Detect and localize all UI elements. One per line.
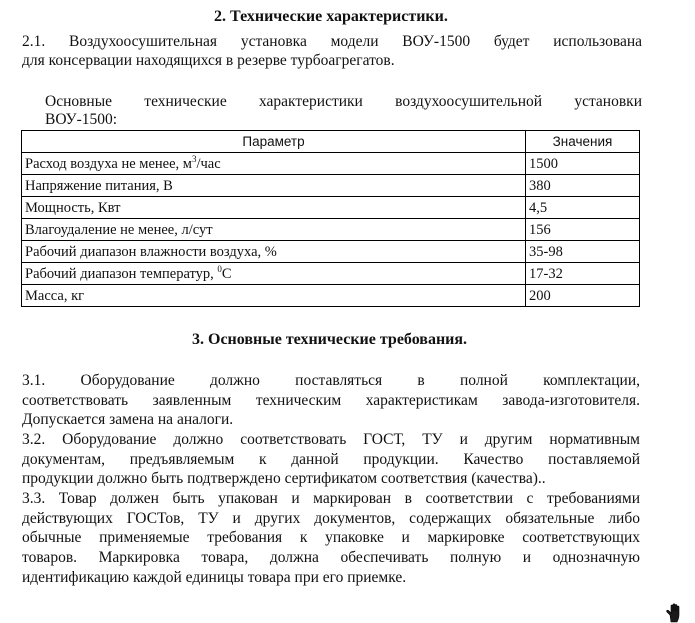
param-cell: Рабочий диапазон влажности воздуха, % <box>22 241 526 263</box>
section-3-line: обычные применяемые требования к упаковке и маркировке соответствующих <box>22 529 640 546</box>
table-row <box>22 153 640 175</box>
table-row <box>22 263 640 285</box>
section-3-heading: 3. Основные технические требования. <box>192 331 468 348</box>
table-row <box>22 197 640 219</box>
table-row <box>22 219 640 241</box>
section-3-line: 3.1. Оборудование должно поставляться в полной комплектации, <box>22 372 640 389</box>
section-3-line: товаров. Маркировка товара, должна обеспечивать полную и однозначную <box>22 549 640 566</box>
section-3-line: идентификацию каждой единицы товара при его приемке. <box>22 569 407 586</box>
param-cell: Мощность, Квт <box>22 197 526 219</box>
param-cell: Влагоудаление не менее, л/сут <box>22 219 526 241</box>
value-cell: 1500 <box>526 153 640 175</box>
param-cell: Расход воздуха не менее, $м^3$/час <box>22 153 526 175</box>
header-parameter: Параметр <box>22 131 526 153</box>
table-row <box>22 241 640 263</box>
section-3-line: 3.2. Оборудование должно соответствовать ГОСТ, ТУ и другим нормативным <box>22 431 640 448</box>
section-3-line: Допускается замена на аналоги. <box>22 411 234 428</box>
section-2-heading: 2. Технические характеристики. <box>214 8 448 25</box>
spec-table <box>21 130 640 307</box>
table-row <box>22 175 640 197</box>
section-2-1-line-2: для консервации находящихся в резерве турбоагрегатов. <box>22 52 395 69</box>
section-3-line: 3.3. Товар должен быть упакован и маркирован в соответствии с требованиями <box>22 490 640 507</box>
header-value: Значения <box>526 131 640 153</box>
value-cell: 200 <box>526 285 640 307</box>
spec-intro-line-2: ВОУ-1500: <box>45 111 118 128</box>
value-cell: 156 <box>526 219 640 241</box>
hand-cursor-icon <box>664 603 686 623</box>
spec-intro-line-1: Основные технические характеристики воздухоосушительной установки <box>45 93 642 110</box>
value-cell: 35-98 <box>526 241 640 263</box>
value-cell: 17-32 <box>526 263 640 285</box>
table-header-row <box>22 131 640 153</box>
param-cell: Масса, кг <box>22 285 526 307</box>
param-cell: Напряжение питания, В <box>22 175 526 197</box>
param-cell: Рабочий диапазон температур, $^0$С <box>22 263 526 285</box>
section-3-line: продукции должно быть подтверждено сертификатом соответствия (качества).. <box>22 470 546 487</box>
value-cell: 380 <box>526 175 640 197</box>
value-cell: 4,5 <box>526 197 640 219</box>
section-3-line: соответствовать заявленным техническим характеристикам завода-изготовителя. <box>22 392 640 409</box>
section-2-1-line-1: 2.1. Воздухоосушительная установка модели ВОУ-1500 будет использована <box>22 33 642 50</box>
table-row <box>22 285 640 307</box>
section-3-line: документам, предъявляемым к данной продукции. Качество поставляемой <box>22 451 640 468</box>
section-3-line: действующих ГОСТов, ТУ и других документов, содержащих обязательные либо <box>22 510 640 527</box>
